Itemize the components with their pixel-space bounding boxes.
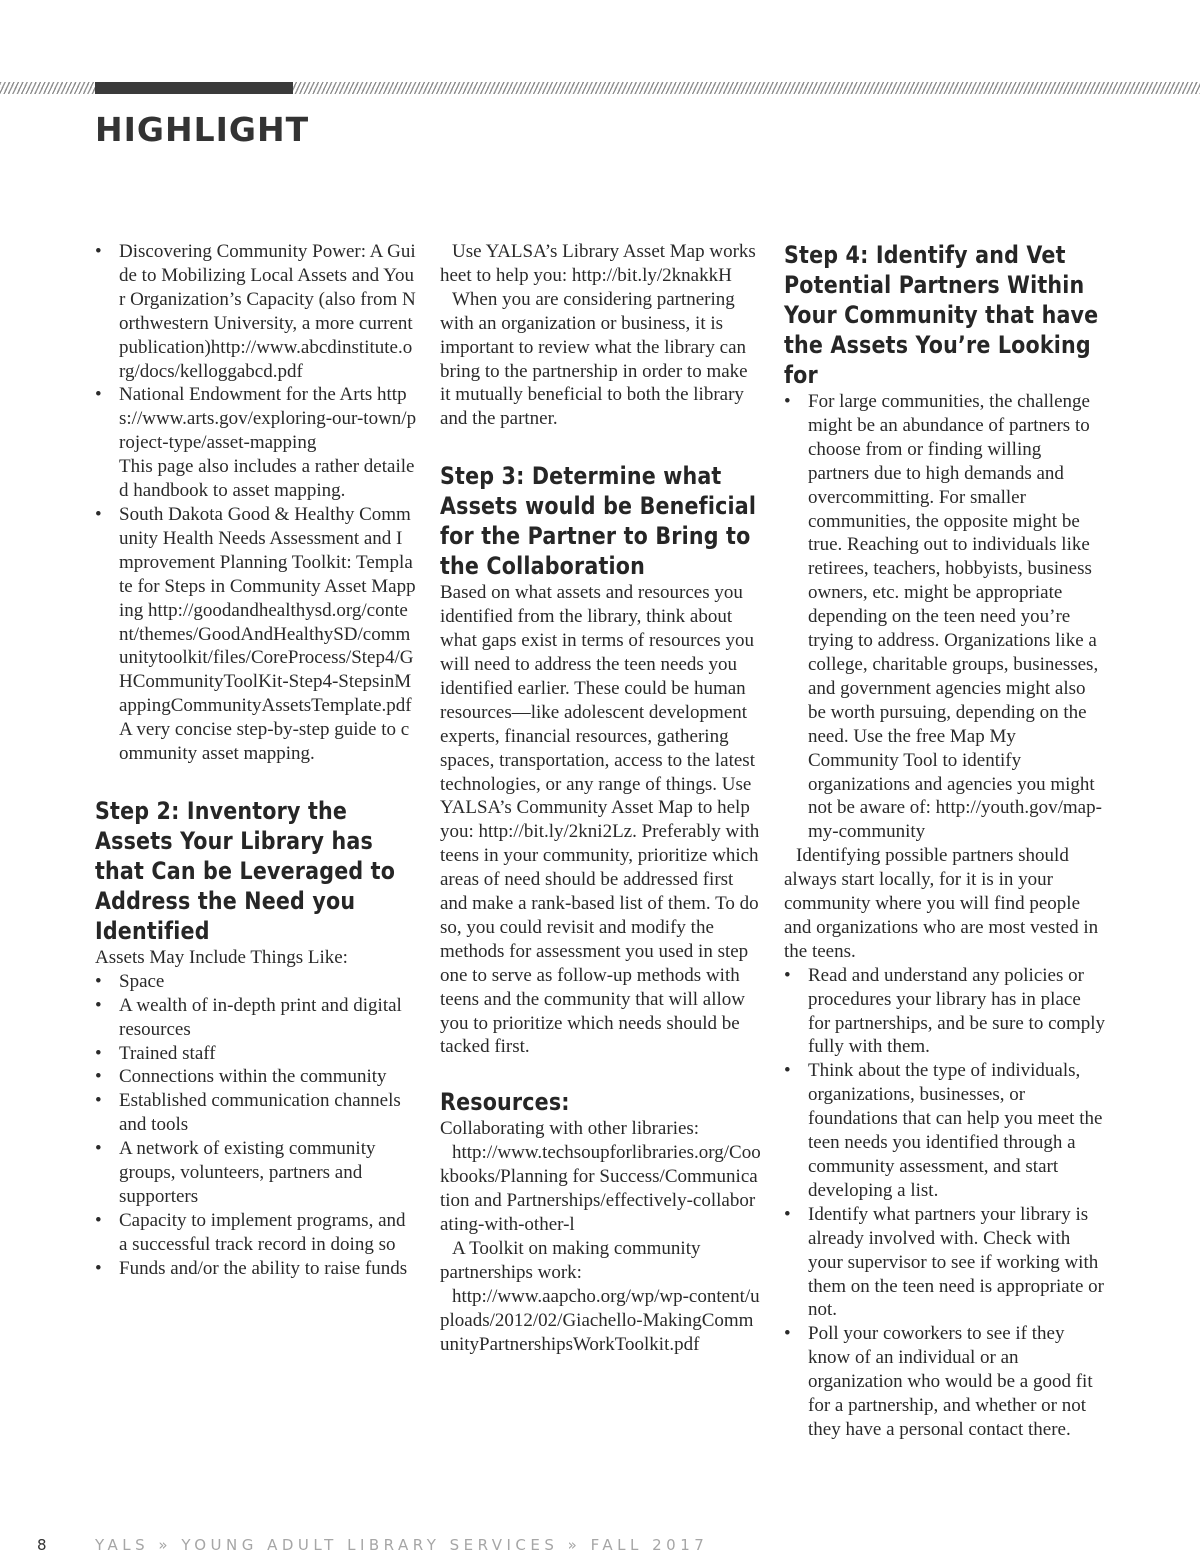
list-item [95,383,417,503]
list-item: • Connections within the community [95,1065,417,1089]
resource-text: South Dakota Good & Healthy Community Health Needs Assessment and Improvement Planning Toolkit: Template for Steps in Community Asset Mapping http://goodandhealthysd.org/content/themes/GoodAndHealthySD/communitytoolkit/files/CoreProcess/Step4/GHCommunityToolKit-Step4-StepsinMappingCommunityAssetsTemplate.pdf [119,503,416,717]
header-accent-bar [95,82,293,94]
paragraph: When you are considering partnering with an organization or business, it is important to review what the library can bring to the partnership in order to make it mutually beneficial to both the library and the partner. [440,288,748,430]
list-item: • Space [95,970,417,994]
paragraph: Identifying possible partners should always start locally, for it is in your community where you will find people and organizations who are most vested in the teens. [784,845,1099,962]
assets-intro: Assets May Include Things Like: [95,946,348,968]
paragraph: Use YALSA’s Library Asset Map worksheet to help you: http://bit.ly/2knakkH [440,241,756,286]
step4-heading: Step 4: Identify and Vet Potential Partners Within Your Community that have the Assets You’re Looking for [784,241,1099,389]
list-item: • Trained staff [95,1042,417,1066]
resources-heading: Resources: [440,1088,570,1117]
resource-text: National Endowment for the Arts https://www.arts.gov/exploring-our-town/project-type/asset-mapping [119,384,417,454]
list-item: • Identify what partners your library is already involved with. Check with your supervisor to see if working with them on the teen need is appropriate or not. [784,1203,1106,1323]
resource-text: Discovering Community Power: A Guide to Mobilizing Local Assets and Your Organization’s Capacity (also from Northwestern University, a more current publication)http://www.abcdinstitute.org/docs/kelloggabcd.pdf [119,241,416,382]
list-item: • Funds and/or the ability to raise funds [95,1257,417,1281]
paragraph: Based on what assets and resources you identified from the library, think about what gaps exist in terms of resources you will need to address the teen needs you identified earlier. These could be human resources—like adolescent development experts, financial resources, gathering spaces, transportation, access to the latest technologies, or any range of things. Use YALSA’s Community Asset Map to help you: http://bit.ly/2kni2Lz. Preferably with teens in your community, prioritize which areas of need should be addressed first and make a rank-based list of them. To do so, you could revisit and modify the methods for assessment you used in step one to serve as follow-up methods with teens and the community that will allow you to prioritize which needs should be tacked first. [440,582,760,1058]
resource-note: A very concise step-by-step guide to community asset mapping. [119,719,410,765]
list-item: • Read and understand any policies or procedures your library has in place for partnerships, and be sure to comply fully with them. [784,964,1106,1060]
column-1 [95,240,417,1281]
step3-heading: Step 3: Determine what Assets would be Beneficial for the Partner to Bring to the Collaboration [440,462,757,581]
resource-list [95,240,417,766]
partner-list [784,390,1106,844]
page-number: 8 [37,1536,47,1554]
partner-steps-list [784,964,1106,1442]
resource-title: Collaborating with other libraries: [440,1118,700,1140]
resource-title: A Toolkit on making community partnerships work: [440,1237,701,1283]
list-item: • A network of existing community groups, volunteers, partners and supporters [95,1137,417,1209]
list-item: • Poll your coworkers to see if they know of an individual or an organization who would be a good fit for a partnership, and whether or not they have a personal contact there. [784,1322,1106,1442]
column-2 [440,240,762,1356]
page-footer [0,1536,1200,1560]
list-item: • Think about the type of individuals, organizations, businesses, or foundations that can help you meet the teen needs you identified through a community assessment, and start developing a list. [784,1059,1106,1202]
section-label: HIGHLIGHT [95,110,310,149]
list-item [95,503,417,766]
resource-note: This page also includes a rather detailed handbook to asset mapping. [119,456,415,502]
list-item: • A wealth of in-depth print and digital resources [95,994,417,1042]
list-item: • Capacity to implement programs, and a successful track record in doing so [95,1209,417,1257]
resource-url: http://www.techsoupforlibraries.org/Cookbooks/Planning for Success/Communication and Partnerships/effectively-collaborating-with-other-l [440,1142,761,1235]
assets-list [95,970,417,1281]
resource-url: http://www.aapcho.org/wp/wp-content/uploads/2012/02/Giachello-MakingCommunityPartnershipsWorkToolkit.pdf [440,1285,760,1355]
column-3 [784,240,1106,1442]
list-item: • For large communities, the challenge might be an abundance of partners to choose from or finding willing partners due to high demands and overcommitting. For smaller communities, the opposite might be true. Reaching out to individuals like retirees, teachers, hobbyists, business owners, etc. might be appropriate depending on the teen need you’re trying to address. Organizations like a college, charitable groups, businesses, and government agencies might also be worth pursuing, depending on the need. Use the free Map My Community Tool to identify organizations and agencies you might not be aware of: http://youth.gov/map-my-community [784,390,1106,844]
publication-name: YALS » YOUNG ADULT LIBRARY SERVICES » FALL 2017 [95,1536,709,1554]
step2-heading: Step 2: Inventory the Assets Your Library has that Can be Leveraged to Address the Need you Identified [95,796,396,945]
list-item: • Established communication channels and tools [95,1089,417,1137]
list-item [95,240,417,383]
